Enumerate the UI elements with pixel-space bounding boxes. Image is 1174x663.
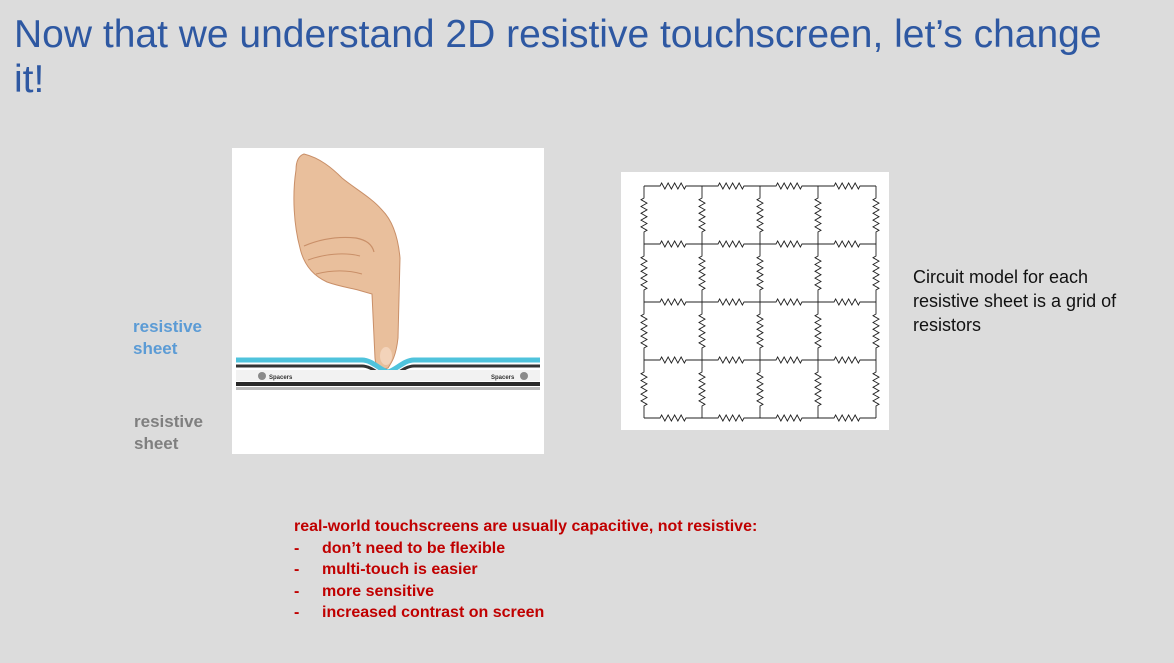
resistor bbox=[641, 244, 647, 302]
resistor bbox=[641, 186, 647, 244]
resistor bbox=[699, 360, 705, 418]
resistor bbox=[644, 183, 702, 189]
resistor bbox=[873, 360, 879, 418]
list-item: - more sensitive bbox=[294, 582, 435, 600]
resistor bbox=[815, 244, 821, 302]
top-sheet-label: resistive sheet bbox=[133, 317, 202, 358]
resistor bbox=[699, 186, 705, 244]
resistor bbox=[818, 183, 876, 189]
resistor bbox=[815, 360, 821, 418]
resistor bbox=[644, 241, 702, 247]
resistor bbox=[873, 302, 879, 360]
resistor bbox=[818, 357, 876, 363]
resistor bbox=[818, 415, 876, 421]
resistor bbox=[815, 302, 821, 360]
left-spacer-dot bbox=[258, 372, 266, 380]
resistor bbox=[873, 244, 879, 302]
resistor bbox=[702, 241, 760, 247]
resistor bbox=[757, 244, 763, 302]
list-item: - multi-touch is easier bbox=[294, 561, 478, 579]
resistor bbox=[815, 186, 821, 244]
circuit-caption: Circuit model for each resistive sheet is a grid of resistors bbox=[913, 267, 1117, 335]
pressing-hand bbox=[294, 154, 400, 369]
note-list bbox=[294, 538, 894, 624]
resistor bbox=[757, 360, 763, 418]
resistor bbox=[702, 299, 760, 305]
resistor bbox=[818, 299, 876, 305]
touchscreen-illustration bbox=[232, 148, 544, 454]
list-item: - don’t need to be flexible bbox=[294, 539, 506, 557]
slide-title: Now that we understand 2D resistive touchscreen, let’s change it! bbox=[14, 13, 1102, 101]
left-spacer-label: Spacers bbox=[269, 375, 293, 381]
capacitive-note bbox=[294, 516, 894, 624]
bottom-sheet-label: resistive sheet bbox=[134, 412, 203, 453]
right-spacer-dot bbox=[520, 372, 528, 380]
resistor bbox=[699, 244, 705, 302]
list-item: - increased contrast on screen bbox=[294, 604, 545, 622]
resistor bbox=[760, 299, 818, 305]
resistor bbox=[818, 241, 876, 247]
bottom-sheet bbox=[236, 382, 540, 386]
resistor bbox=[760, 415, 818, 421]
note-heading: real-world touchscreens are usually capacitive, not resistive: bbox=[294, 518, 758, 535]
resistor bbox=[641, 360, 647, 418]
resistor bbox=[873, 186, 879, 244]
resistor bbox=[644, 357, 702, 363]
resistor bbox=[760, 357, 818, 363]
resistor-grid-diagram bbox=[621, 172, 889, 430]
resistor bbox=[702, 357, 760, 363]
resistor bbox=[644, 415, 702, 421]
resistor bbox=[702, 183, 760, 189]
resistor bbox=[702, 415, 760, 421]
resistor bbox=[699, 302, 705, 360]
resistor bbox=[757, 186, 763, 244]
resistor bbox=[760, 183, 818, 189]
resistor bbox=[757, 302, 763, 360]
resistor bbox=[760, 241, 818, 247]
right-spacer-label: Spacers bbox=[491, 375, 515, 381]
resistor bbox=[641, 302, 647, 360]
resistor bbox=[644, 299, 702, 305]
